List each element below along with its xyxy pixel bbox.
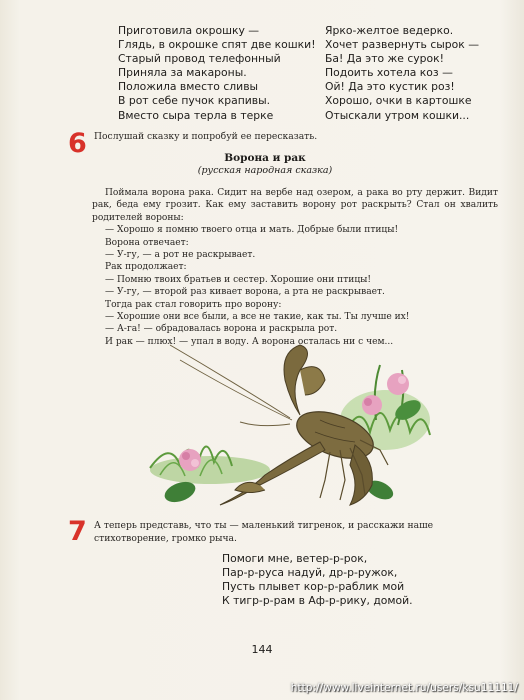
crayfish-antennae xyxy=(170,345,292,426)
poem-line: Хочет развернуть сырок — xyxy=(325,38,480,52)
task6-instruction: Послушай сказку и попробуй ее пересказать. xyxy=(94,131,318,142)
rhyme-line: Помоги мне, ветер-р-рок, xyxy=(222,552,368,565)
poem-line: Ба! Да это же сурок! xyxy=(325,52,444,66)
task-number-7: 7 xyxy=(68,516,87,547)
poem-line: Отыскали утром кошки... xyxy=(325,108,470,122)
rhyme-line: Пар-р-руса надуй, др-р-ружок, xyxy=(222,566,398,580)
rhyme-line: Пусть плывет кор-р-раблик мой xyxy=(222,580,405,594)
poem-line: Приняла за макароны. xyxy=(118,66,247,80)
story-paragraph: — А-га! — обрадовалась ворона и раскрыла рот. xyxy=(105,324,338,335)
task-number-6: 6 xyxy=(68,128,87,159)
story-paragraph: — У-гу, — второй раз кивает ворона, а рта не раскрывает. xyxy=(105,287,385,298)
story-paragraph: — Хорошо я помню твоего отца и мать. Добрые были птицы! xyxy=(105,225,399,236)
story-paragraph: Поймала ворона рака. Сидит на вербе над озером, а рака во рту держит. Видит рак, беда ему грозит. Как ему заставить ворону рот раскрыть? Стал он хвалить родителей вороны: xyxy=(92,188,498,223)
tiger-rhyme xyxy=(222,552,413,608)
story-paragraph: — У-гу, — а рот не раскрывает. xyxy=(105,250,256,261)
story-title: Ворона и рак xyxy=(224,152,306,164)
story-paragraph: И рак — плюх! — упал в воду. А ворона осталась ни с чем... xyxy=(105,336,394,347)
task7-instruction: А теперь представь, что ты — маленький тигренок, и расскажи наше стихотворение, громко рыча. xyxy=(94,520,434,544)
poem-line: Ярко-желтое ведерко. xyxy=(325,24,454,37)
story-subtitle: (русская народная сказка) xyxy=(197,165,333,176)
story-paragraph: — Хорошие они все были, а все не такие, как ты. Ты лучше их! xyxy=(105,312,410,323)
watermark-url: http://www.liveinternet.ru/users/ksu11111/ xyxy=(290,682,518,694)
story-paragraph: Тогда рак стал говорить про ворону: xyxy=(105,299,282,310)
page-number: 144 xyxy=(251,643,273,656)
story-paragraph: Рак продолжает: xyxy=(105,262,187,273)
poem-line: В рот себе пучок крапивы. xyxy=(118,94,271,108)
poem-line: Вместо сыра терла в терке xyxy=(118,108,274,122)
poem-left-column xyxy=(118,24,316,123)
poem-line: Старый провод телефонный xyxy=(118,52,281,66)
poem-line: Подоить хотела коз — xyxy=(325,66,453,80)
crayfish-illustration xyxy=(140,340,440,515)
poem-line: Ой! Да это кустик роз! xyxy=(325,80,455,94)
rhyme-line: К тигр-р-рам в Аф-р-рику, домой. xyxy=(222,594,413,608)
poem-line: Положила вместо сливы xyxy=(118,80,259,94)
story-text xyxy=(92,187,498,348)
story-paragraph: Ворона отвечает: xyxy=(105,237,189,248)
poem-line: Глядь, в окрошке спят две кошки! xyxy=(118,38,316,52)
poem-line: Хорошо, очки в картошке xyxy=(325,94,472,108)
poem-right-column xyxy=(325,24,479,123)
story-paragraph: — Помню твоих братьев и сестер. Хорошие они птицы! xyxy=(105,274,372,285)
crayfish-upper-claw xyxy=(284,345,325,415)
poem-line: Приготовила окрошку — xyxy=(118,24,260,37)
